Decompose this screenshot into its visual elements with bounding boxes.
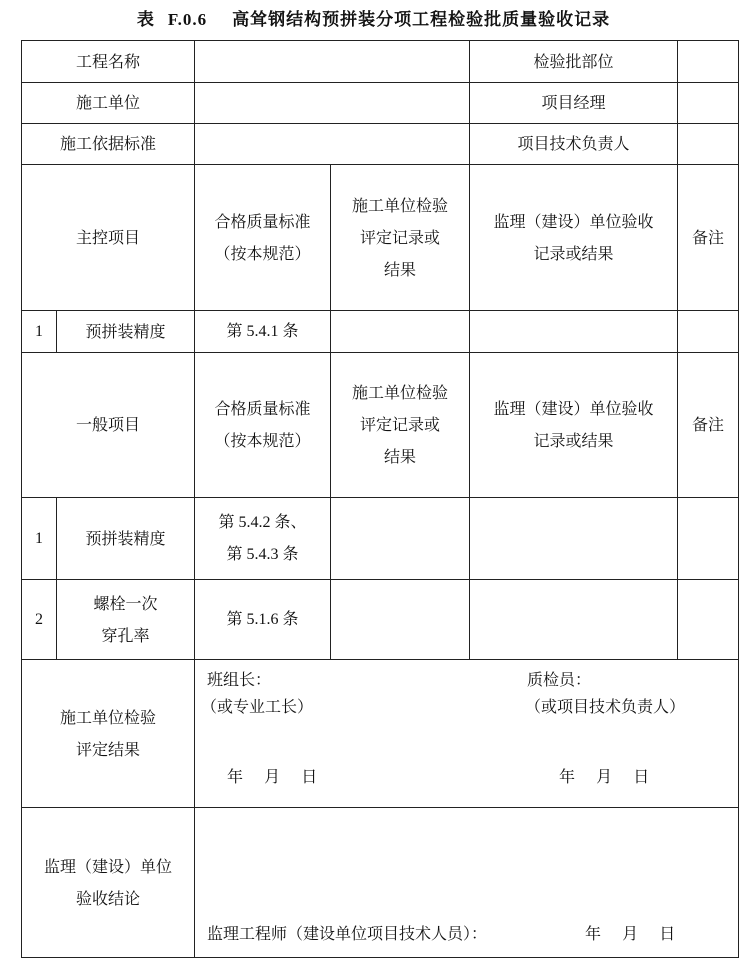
- general-row-2-contractor-record[interactable]: [331, 580, 470, 660]
- table-row: [22, 311, 739, 353]
- supervisor-conclusion-row: [22, 808, 739, 958]
- construction-unit-label: 施工单位: [22, 83, 195, 124]
- main-remark-header: 备注: [678, 165, 739, 311]
- general-contractor-header-line: 结果: [384, 447, 417, 466]
- general-contractor-header-line: 评定记录或: [360, 415, 441, 434]
- construction-standard-label: 施工依据标准: [22, 124, 195, 165]
- contractor-date-left: 年 月 日: [227, 767, 318, 786]
- contractor-result-label: [22, 660, 195, 808]
- contractor-date-right: 年 月 日: [559, 767, 650, 786]
- construction-unit-value[interactable]: [195, 83, 470, 124]
- table-row: [22, 580, 739, 660]
- general-supervisor-header: [470, 353, 678, 498]
- main-row-1-supervisor-record[interactable]: [470, 311, 678, 353]
- general-standard-header: [195, 353, 331, 498]
- contractor-result-label-line: 施工单位检验: [60, 707, 157, 727]
- main-row-1-no: 1: [22, 311, 57, 353]
- inspection-location-value[interactable]: [678, 41, 739, 83]
- row-construction-unit: [22, 83, 739, 124]
- main-row-1-remark[interactable]: [678, 311, 739, 353]
- main-standard-header: [195, 165, 331, 311]
- main-contractor-header-line: 施工单位检验: [352, 195, 449, 215]
- supervisor-conclusion-label-line: 监理（建设）单位: [44, 856, 173, 876]
- general-contractor-header-line: 施工单位检验: [352, 383, 449, 402]
- construction-standard-value[interactable]: [195, 124, 470, 165]
- inspector-note: （或项目技术负责人）: [525, 697, 686, 716]
- general-standard-header-line: 合格质量标准: [214, 399, 311, 418]
- main-supervisor-header-line: 记录或结果: [533, 243, 614, 263]
- main-items-header-row: [22, 165, 739, 311]
- technical-lead-label: 项目技术负责人: [470, 124, 678, 165]
- inspection-location-label: 检验批部位: [470, 41, 678, 83]
- inspector-label: 质检员：: [527, 670, 592, 689]
- general-row-1-item: 预拼装精度: [57, 498, 195, 580]
- title-text: 高耸钢结构预拼装分项工程检验批质量验收记录: [232, 10, 611, 30]
- main-supervisor-header-line: 监理（建设）单位验收: [493, 211, 654, 231]
- contractor-result-row: [22, 660, 739, 808]
- general-row-1-standard-line: 第 5.4.2 条、: [218, 513, 307, 531]
- general-row-2-no: 2: [22, 580, 57, 660]
- general-items-section-label: 一般项目: [22, 353, 195, 498]
- general-row-2-item: [57, 580, 195, 660]
- contractor-result-label-line: 评定结果: [76, 739, 141, 759]
- general-row-1-remark[interactable]: [678, 498, 739, 580]
- general-row-2-remark[interactable]: [678, 580, 739, 660]
- general-supervisor-header-line: 监理（建设）单位验收: [493, 399, 654, 418]
- main-row-1-item: 预拼装精度: [57, 311, 195, 353]
- general-row-2-item-line: 螺栓一次: [93, 593, 158, 613]
- supervising-engineer-label: 监理工程师（建设单位项目技术人员）：: [207, 924, 488, 943]
- main-row-1-contractor-record[interactable]: [331, 311, 470, 353]
- main-row-1-standard: 第 5.4.1 条: [195, 311, 331, 353]
- general-row-1-contractor-record[interactable]: [331, 498, 470, 580]
- table-row: [22, 498, 739, 580]
- main-contractor-header: [331, 165, 470, 311]
- general-remark-header: 备注: [678, 353, 739, 498]
- main-standard-header-line: 合格质量标准: [214, 211, 311, 231]
- supervisor-date: 年 月 日: [585, 924, 676, 943]
- project-manager-label: 项目经理: [470, 83, 678, 124]
- team-leader-label: 班组长：: [207, 670, 272, 689]
- contractor-result-signature-area[interactable]: [195, 660, 739, 808]
- supervisor-conclusion-signature-area[interactable]: [195, 808, 739, 958]
- project-manager-value[interactable]: [678, 83, 739, 124]
- general-row-2-supervisor-record[interactable]: [470, 580, 678, 660]
- main-contractor-header-line: 评定记录或: [360, 227, 441, 247]
- row-project-name: [22, 41, 739, 83]
- general-standard-header-line: （按本规范）: [214, 431, 311, 450]
- main-items-section-label: 主控项目: [22, 165, 195, 311]
- general-items-header-row: [22, 353, 739, 498]
- table-title: [0, 5, 747, 30]
- title-code: F.0.6: [167, 10, 208, 29]
- general-contractor-header: [331, 353, 470, 498]
- general-row-2-item-line: 穿孔率: [101, 625, 150, 645]
- supervisor-conclusion-label: [22, 808, 195, 958]
- supervisor-conclusion-label-line: 验收结论: [76, 888, 141, 908]
- project-name-label: 工程名称: [22, 41, 195, 83]
- general-row-1-standard: [195, 498, 331, 580]
- technical-lead-value[interactable]: [678, 124, 739, 165]
- inspection-record-table: [21, 40, 739, 958]
- row-construction-standard: [22, 124, 739, 165]
- general-row-1-standard-line: 第 5.4.3 条: [226, 545, 299, 563]
- general-row-1-supervisor-record[interactable]: [470, 498, 678, 580]
- general-row-1-no: 1: [22, 498, 57, 580]
- title-prefix: 表: [136, 10, 155, 30]
- general-supervisor-header-line: 记录或结果: [533, 431, 614, 450]
- main-contractor-header-line: 结果: [384, 259, 417, 279]
- general-row-2-standard: 第 5.1.6 条: [195, 580, 331, 660]
- main-supervisor-header: [470, 165, 678, 311]
- project-name-value[interactable]: [195, 41, 470, 83]
- main-standard-header-line: （按本规范）: [214, 243, 311, 263]
- team-leader-note: （或专业工长）: [201, 697, 314, 716]
